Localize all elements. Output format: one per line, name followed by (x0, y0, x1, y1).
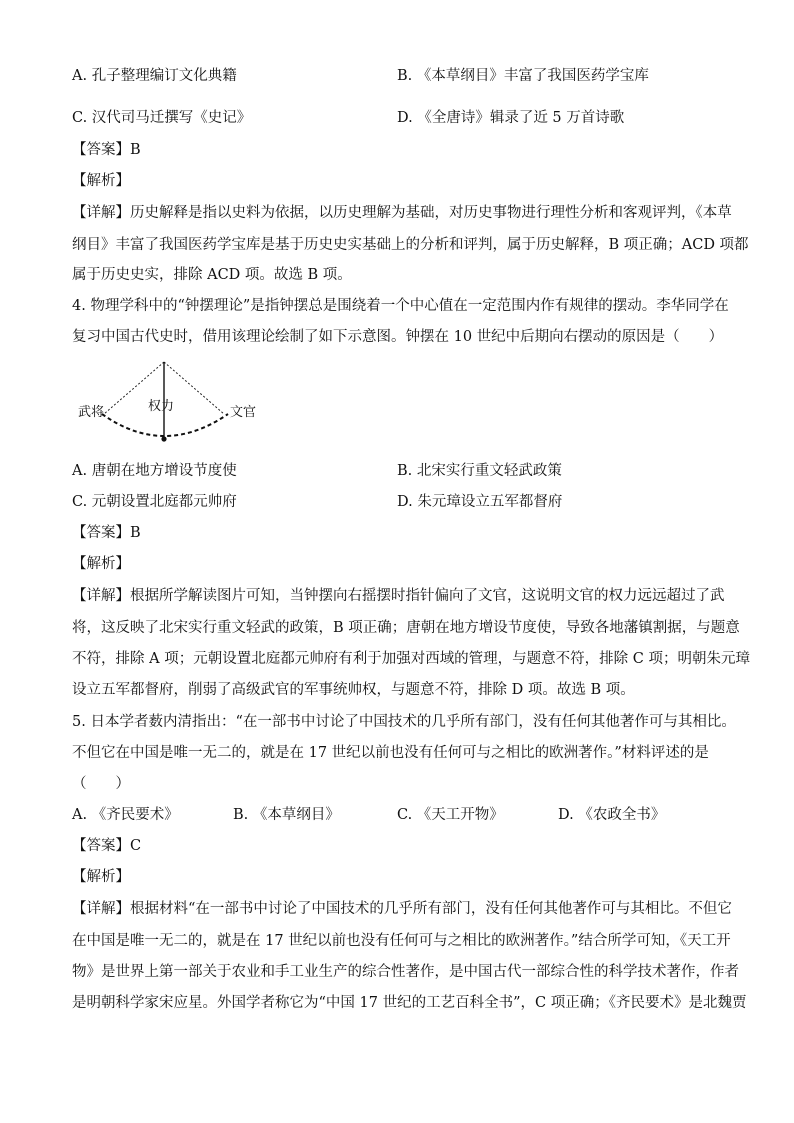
q5-option-d: D. 《农政全书》 (558, 807, 666, 823)
q5-stem-line-2: 不但它在中国是唯一无二的，就是在 17 世纪以前也没有任何可与之相比的欧洲著作。”材料评述的是 (72, 745, 709, 761)
q5-detail-line-2: 在中国是唯一无二的，就是在 17 世纪以前也没有任何可与之相比的欧洲著作。”结合所学可知，《天工开 (72, 933, 731, 949)
q3-option-b: B. 《本草纲目》丰富了我国医药学宝库 (397, 68, 649, 84)
q4-option-b: B. 北宋实行重文轻武政策 (397, 463, 562, 479)
q5-answer: 【答案】C (72, 838, 142, 854)
q3-detail-line-3: 属于历史史实，排除 ACD 项。故选 B 项。 (72, 267, 352, 283)
q4-option-a: A. 唐朝在地方增设节度使 (72, 463, 237, 479)
q4-detail-line-4: 设立五军都督府，削弱了高级武官的军事统帅权，与题意不符，排除 D 项。故选 B 项。 (72, 682, 635, 698)
q4-detail-line-1: 【详解】根据所学解读图片可知，当钟摆向右摇摆时指针偏向了文官，这说明文官的权力远远超过了武 (72, 588, 725, 604)
q5-stem-line-3: （ ） (72, 776, 130, 792)
q5-stem-line-1: 5. 日本学者薮内清指出：“在一部书中讨论了中国技术的几乎所有部门，没有任何其他著作可与其相比。 (72, 714, 736, 730)
label-wenguan: 文官 (230, 405, 257, 420)
q3-option-d: D. 《全唐诗》辑录了近 5 万首诗歌 (397, 110, 625, 126)
q4-answer: 【答案】B (72, 525, 141, 541)
pendulum-diagram (72, 358, 272, 448)
q4-stem-line-2: 复习中国古代史时，借用该理论绘制了如下示意图。钟摆在 10 世纪中后期向右摆动的原因是（ ） (72, 329, 724, 345)
q3-detail-line-1: 【详解】历史解释是指以史料为依据，以历史理解为基础，对历史事物进行理性分析和客观评判，《本草 (72, 205, 732, 221)
q3-option-c: C. 汉代司马迁撰写《史记》 (72, 110, 252, 126)
q5-detail-line-4: 是明朝科学家宋应星。外国学者称它为“中国 17 世纪的工艺百科全书”，C 项正确；《齐民要术》是北魏贾 (72, 995, 747, 1011)
q3-analysis-label: 【解析】 (72, 173, 130, 189)
q5-option-c: C. 《天工开物》 (397, 807, 504, 823)
q3-answer: 【答案】B (72, 142, 141, 158)
label-wujiang: 武将 (78, 405, 105, 420)
q3-option-a: A. 孔子整理编订文化典籍 (72, 68, 237, 84)
q5-detail-line-1: 【详解】根据材料“在一部书中讨论了中国技术的几乎所有部门，没有任何其他著作可与其相比。不但它 (72, 901, 732, 917)
q5-option-a: A. 《齐民要术》 (72, 807, 179, 823)
q4-option-d: D. 朱元璋设立五军都督府 (397, 494, 563, 510)
q4-detail-line-2: 将，这反映了北宋实行重文轻武的政策，B 项正确；唐朝在地方增设节度使，导致各地藩镇割据，与题意 (72, 620, 740, 636)
swing-arc (102, 414, 228, 436)
q4-analysis-label: 【解析】 (72, 556, 130, 572)
q3-detail-line-2: 纲目》丰富了我国医药学宝库是基于历史史实基础上的分析和评判，属于历史解释，B 项正确；ACD 项都 (72, 237, 749, 253)
q5-detail-line-3: 物》是世界上第一部关于农业和手工业生产的综合性著作，是中国古代一部综合性的科学技术著作，作者 (72, 964, 739, 980)
q5-analysis-label: 【解析】 (72, 869, 130, 885)
label-quanli: 权力 (148, 399, 175, 414)
q5-option-b: B. 《本草纲目》 (233, 807, 340, 823)
q4-stem-line-1: 4. 物理学科中的“钟摆理论”是指钟摆总是围绕着一个中心值在一定范围内作有规律的摆动。李华同学在 (72, 298, 729, 314)
q4-option-c: C. 元朝设置北庭都元帅府 (72, 494, 237, 510)
pendulum-bob (161, 436, 166, 441)
q4-detail-line-3: 不符，排除 A 项；元朝设置北庭都元帅府有利于加强对西域的管理，与题意不符，排除 C 项；明朝朱元璋 (72, 651, 750, 667)
